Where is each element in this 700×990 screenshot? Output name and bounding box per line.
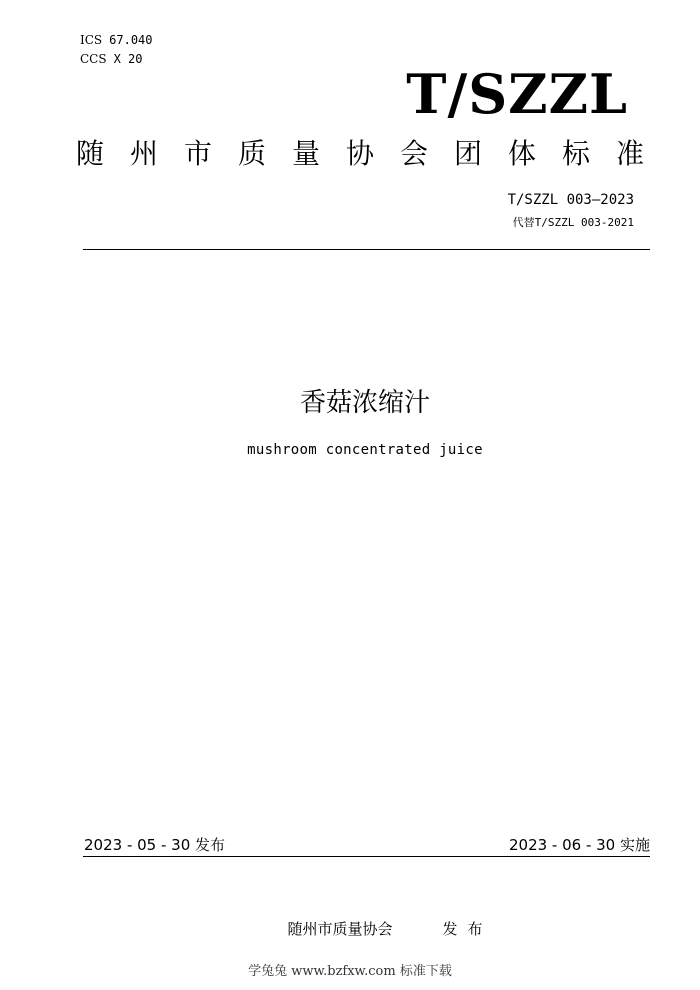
implement-date: 2023 - 06 - 30 实施 <box>508 836 650 854</box>
publish-date: 2023 - 05 - 30 发布 <box>84 836 226 854</box>
ccs-code <box>80 52 143 66</box>
replaces-standard: 代替T/SZZL 003-2021 <box>512 216 634 229</box>
watermark: 学兔兔 www.bzfxw.com 标准下载 <box>248 964 452 979</box>
header-divider <box>83 249 650 250</box>
ics-code <box>80 33 153 47</box>
issuer-action: 发布 <box>442 920 493 938</box>
org-standard-title: 随州市质量协会团体标准 <box>76 137 671 170</box>
ccs-label: CCS <box>80 52 107 66</box>
issuer-org: 随州市质量协会 <box>287 920 393 938</box>
issuer-line <box>0 918 700 939</box>
footer-divider <box>83 856 650 857</box>
document-title-en: mushroom concentrated juice <box>247 442 483 458</box>
standard-number: T/SZZL 003—2023 <box>507 192 634 208</box>
ics-value: 67.040 <box>109 33 153 47</box>
ics-label: ICS <box>80 33 103 47</box>
ccs-value: X 20 <box>113 52 143 66</box>
standard-logo: T/SZZL <box>406 62 628 126</box>
document-title-cn: 香菇浓缩汁 <box>299 388 430 418</box>
